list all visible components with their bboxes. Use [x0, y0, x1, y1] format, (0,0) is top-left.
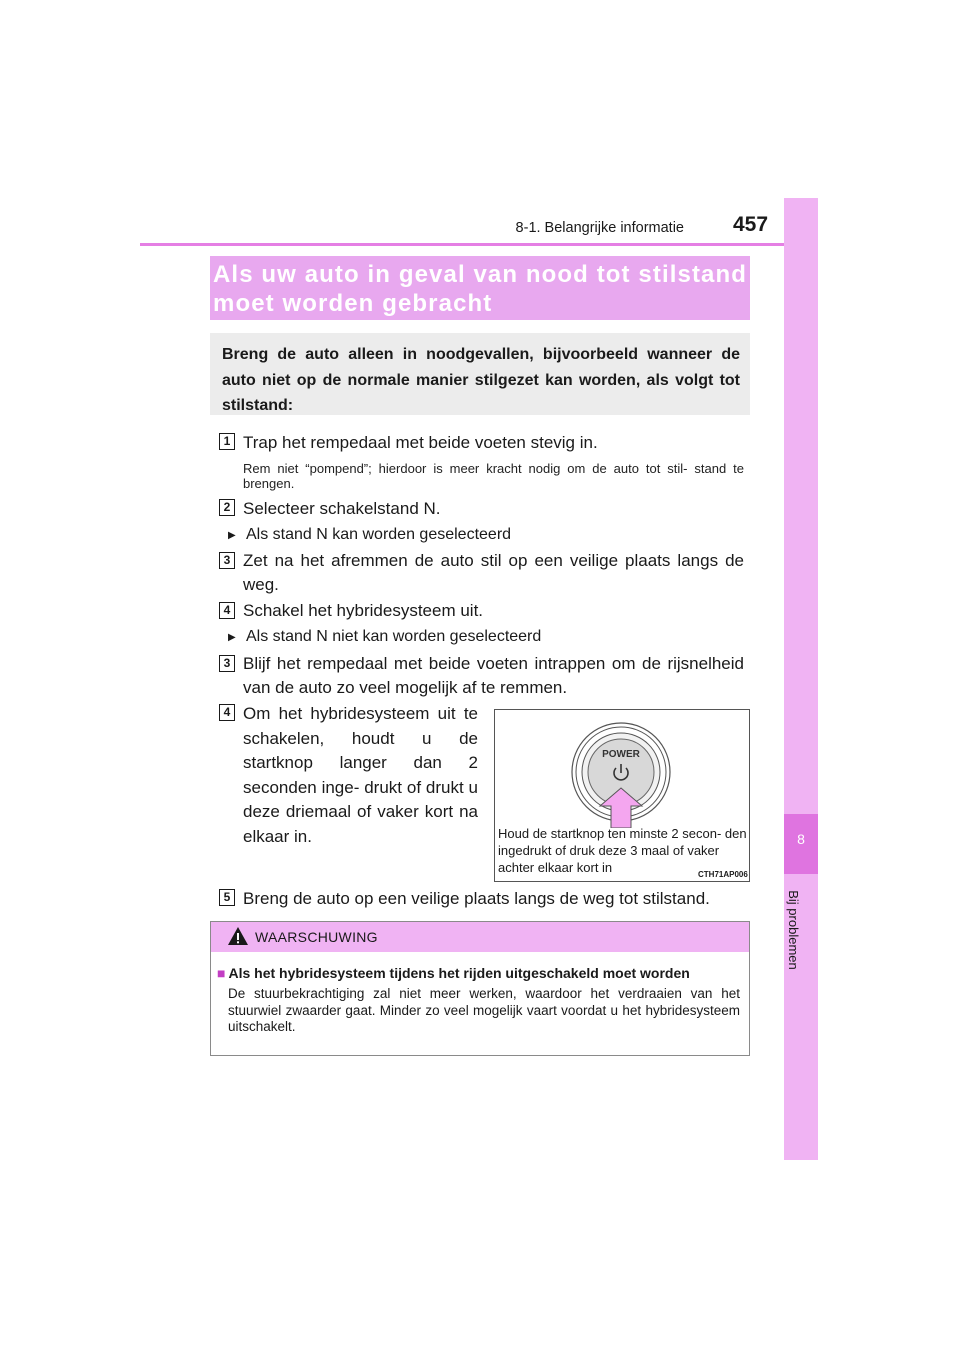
figure-code: CTH71AP006: [698, 870, 748, 879]
step-number-badge: 1: [219, 433, 235, 450]
step-3a-text: Zet na het afremmen de auto stil op een veilige plaats langs de weg.: [243, 551, 744, 594]
figure-caption: Houd de startknop ten minste 2 secon- den ingedrukt of druk deze 3 maal of vaker achter elkaar kort in: [498, 826, 747, 875]
step-1-text: Trap het rempedaal met beide voeten stevig in.: [243, 433, 598, 452]
step-4b-text: Om het hybridesysteem uit te schakelen, houdt u de startknop langer dan 2 seconden inge- drukt of drukt u deze driemaal of vaker kort na elkaar in.: [243, 704, 478, 846]
page-title: Als uw auto in geval van nood tot stilstand moet worden gebracht: [213, 261, 748, 317]
step-2-text: Selecteer schakelstand N.: [243, 499, 441, 518]
warning-title: WAARSCHUWING: [255, 929, 378, 945]
step-number-badge: 4: [219, 602, 235, 619]
power-button-label: POWER: [602, 749, 640, 760]
case-n-selectable: [228, 524, 511, 547]
step-1-note: Rem niet “pompend”; hierdoor is meer kracht nodig om de auto tot stil- stand te brengen.: [243, 461, 744, 491]
step-5-text: Breng de auto op een veilige plaats langs de weg tot stilstand.: [243, 889, 710, 908]
intro-text: Breng de auto alleen in noodgevallen, bijvoorbeeld wanneer de auto niet op de normale manier stilgezet kan worden, als volgt tot stilstand:: [222, 346, 740, 414]
case-n-not-selectable: [228, 626, 541, 649]
warning-box: [210, 921, 750, 1056]
chapter-number: 8: [797, 831, 805, 847]
warning-header: [211, 922, 749, 952]
page-number: 457: [733, 213, 769, 236]
power-button-icon: [495, 710, 751, 828]
step-number-badge: 2: [219, 499, 235, 516]
case-n-not-selectable-label: Als stand N niet kan worden geselecteerd: [246, 628, 542, 645]
chapter-label: Bij problemen: [786, 890, 801, 970]
triangle-bullet-icon: ▶: [228, 632, 236, 643]
step-number-badge: 3: [219, 655, 235, 672]
warning-triangle-icon: [227, 926, 249, 946]
case-n-selectable-label: Als stand N kan worden geselecteerd: [246, 526, 512, 543]
step-number-badge: 4: [219, 704, 235, 721]
power-button-figure: [494, 709, 750, 882]
header-rule: [140, 243, 818, 246]
step-number-badge: 5: [219, 889, 235, 906]
triangle-bullet-icon: ▶: [228, 530, 236, 541]
step-4a-text: Schakel het hybridesysteem uit.: [243, 601, 484, 620]
step-3b-text: Blijf het rempedaal met beide voeten intrappen om de rijsnelheid van de auto zo veel mogelijk af te remmen.: [243, 654, 744, 697]
section-title: 8-1. Belangrijke informatie: [515, 220, 684, 236]
warning-subtitle: [217, 965, 690, 981]
chapter-tab-strip: [784, 198, 818, 1160]
warning-body: De stuurbekrachtiging zal niet meer werken, waardoor het verdraaien van het stuurwiel zwaarder gaat. Minder zo veel mogelijk vaart voordat u het hybridesysteem uitschakelt.: [228, 986, 740, 1034]
warning-subtitle-text: Als het hybridesysteem tijdens het rijden uitgeschakeld moet worden: [228, 965, 690, 981]
step-number-badge: 3: [219, 552, 235, 569]
square-bullet-icon: ■: [217, 965, 226, 981]
